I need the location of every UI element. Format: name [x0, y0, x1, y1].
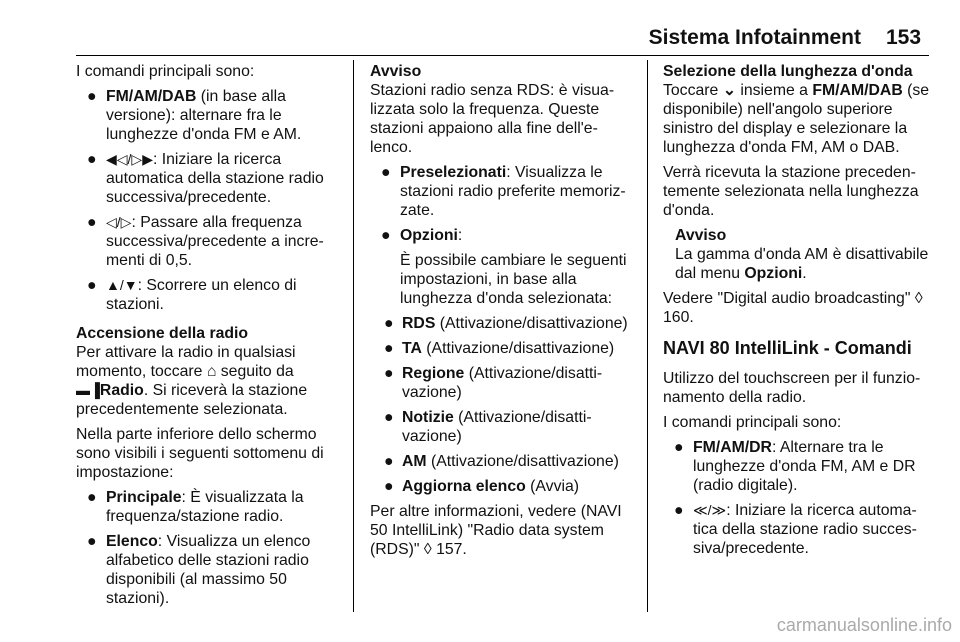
note-heading: Avviso: [675, 227, 727, 244]
paragraph: Utilizzo del touchscreen per il funzionamento della radio.: [663, 370, 921, 406]
paragraph: Verrà ricevuta la stazione precedentemente selezionata nella lunghezza d'onda.: [663, 164, 919, 219]
home-icon: ⌂: [206, 363, 217, 380]
watermark: carmanualsonline.info: [776, 615, 952, 635]
column-divider-2: [647, 60, 648, 612]
list-item: ● TA (Attivazione/disattivazione): [384, 340, 615, 357]
paragraph: È possibile cambiare le seguenti impostazioni, in base alla lunghezza d'onda selezionata:: [400, 252, 627, 307]
paragraph: Toccare ⌄ insieme a FM/AM/DAB (se disponibile) nell'angolo superiore sinistro del display e selezionare la lunghezza d'onda FM, AM o DAB.: [663, 82, 930, 156]
subsection-heading: NAVI 80 IntelliLink - Comandi: [663, 338, 912, 358]
header-divider: [76, 55, 929, 56]
note-text: La gamma d'onda AM è disattivabile dal menu Opzioni.: [675, 246, 929, 282]
column-1: [76, 62, 334, 614]
scroll-arrows-icon: ▲/▼: [106, 277, 138, 293]
submenu-list: [76, 488, 334, 608]
note-text: Stazioni radio senza RDS: è visualizzata solo la frequenza. Queste stazioni appaiono alla fine dell'elenco.: [370, 82, 615, 156]
list-item: ● ▲/▼: Scorrere un elenco di stazioni.: [87, 277, 297, 313]
section-heading: Selezione della lunghezza d'onda: [663, 63, 913, 80]
list-item: ● ≪/≫: Iniziare la ricerca automatica della stazione radio successiva/precedente.: [674, 502, 917, 557]
step-arrows-icon: ◁/▷: [106, 214, 132, 230]
column-3: [663, 62, 933, 564]
intro-text: I comandi principali sono:: [76, 63, 255, 80]
list-item: ● Notizie (Attivazione/disattivazione): [384, 409, 592, 445]
section-heading: Accensione della radio: [76, 325, 249, 342]
column-divider-1: [353, 60, 354, 612]
seek-arrows-icon: ≪/≫: [693, 502, 727, 518]
list-item: ● RDS (Attivazione/disattivazione): [384, 315, 628, 332]
list-item: ● ◁/▷: Passare alla frequenza successiva/precedente a incrementi di 0,5.: [87, 214, 324, 269]
paragraph: Vedere "Digital audio broadcasting" ◊ 160.: [663, 290, 923, 326]
paragraph: Per altre informazioni, vedere (NAVI 50 IntelliLink) "Radio data system (RDS)" ◊ 157.: [370, 503, 622, 558]
list-item: ● Opzioni: È possibile cambiare le seguenti impostazioni, in base alla lunghezza d'onda selezionata: ● RDS (Attivazione/disattivazione) ● TA (Attivazione/disattivazione) ● Regione (Attivazione/disattivazione) ● Notizie (Attivazione/disattivazione) ● AM (Attivazione/disattivazione) ● Aggiorna elenco (Avvia): [370, 226, 632, 496]
submenu-list: [370, 163, 632, 496]
list-item: ● FM/AM/DR: Alternare tra le lunghezze d'onda FM, AM e DR (radio digitale).: [674, 439, 916, 494]
options-list: [370, 314, 632, 496]
list-item: ● Elenco: Visualizza un elenco alfabetico delle stazioni radio disponibili (al massimo 50 stazioni).: [87, 533, 311, 607]
page-number: 153: [886, 26, 922, 49]
reference-icon: ◊: [423, 541, 432, 558]
note-heading: Avviso: [370, 63, 422, 80]
controls-list: [76, 87, 334, 314]
radio-icon: ▬▐: [76, 382, 100, 398]
note-box: [675, 226, 933, 283]
column-2: [370, 62, 632, 565]
paragraph: Nella parte inferiore dello schermo sono visibili i seguenti sottomenu di impostazione:: [76, 426, 324, 481]
reference-icon: ◊: [914, 290, 923, 307]
running-header-title: Sistema Infotainment: [648, 26, 861, 49]
seek-arrows-icon: ◀◁/▷▶: [106, 151, 153, 167]
chevron-down-icon: ⌄: [722, 82, 736, 99]
list-item: ● Principale: È visualizzata la frequenza/stazione radio.: [87, 489, 304, 525]
paragraph: Per attivare la radio in qualsiasi momento, toccare ⌂ seguito da ▬▐Radio. Si riceverà la stazione precedentemente selezionata.: [76, 344, 308, 418]
list-item: ● FM/AM/DAB (in base alla versione): alternare fra le lunghezze d'onda FM e AM.: [87, 88, 302, 143]
paragraph: I comandi principali sono:: [663, 414, 842, 431]
list-item: ● Regione (Attivazione/disattivazione): [384, 365, 603, 401]
list-item: ● AM (Attivazione/disattivazione): [384, 453, 619, 470]
list-item: ● Preselezionati: Visualizza le stazioni radio preferite memorizzate.: [381, 164, 626, 219]
controls-list: [663, 438, 933, 558]
list-item: ● Aggiorna elenco (Avvia): [384, 478, 580, 495]
list-item: ● ◀◁/▷▶: Iniziare la ricerca automatica della stazione radio successiva/precedente.: [87, 151, 324, 206]
